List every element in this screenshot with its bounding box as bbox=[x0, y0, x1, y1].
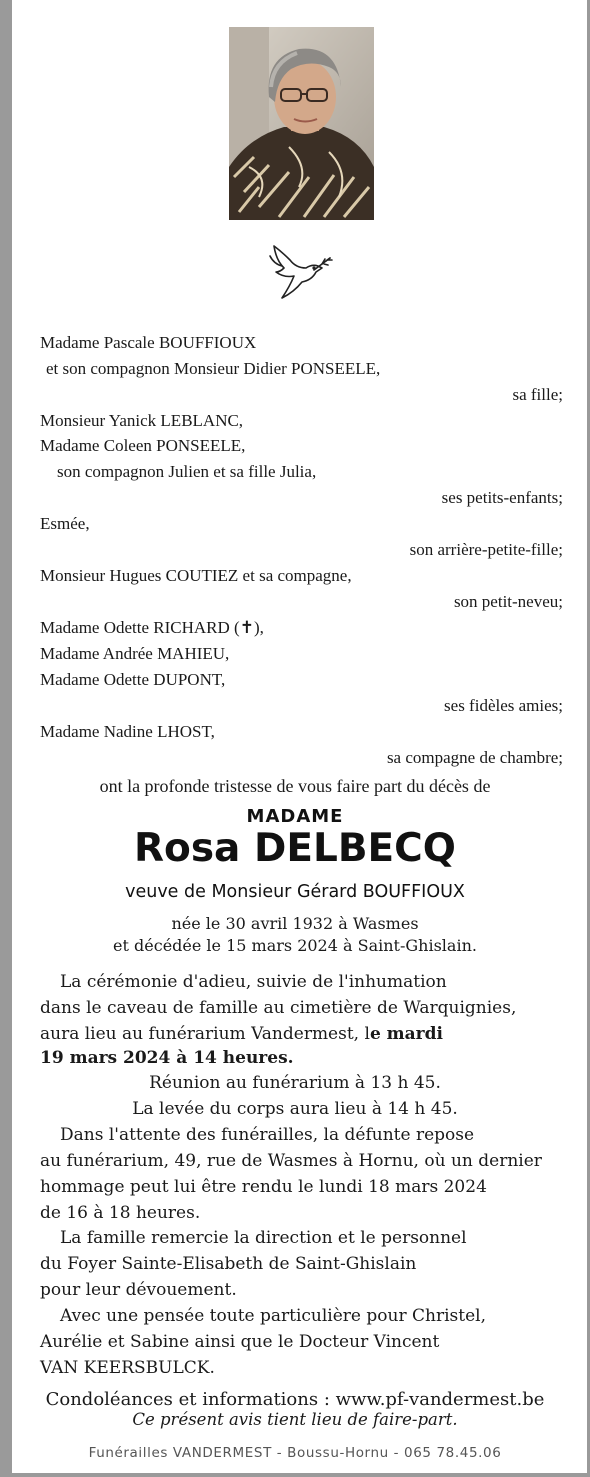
thought-line: Aurélie et Sabine ainsi que le Docteur Vincent bbox=[40, 1332, 440, 1352]
intro-text: ont la profonde tristesse de vous faire part du décès de bbox=[99, 776, 491, 796]
thanks-line: pour leur dévouement. bbox=[40, 1280, 237, 1300]
ceremony-line bbox=[40, 1024, 443, 1044]
dove-icon bbox=[266, 242, 336, 304]
rest-line: de 16 à 18 heures. bbox=[40, 1203, 201, 1223]
levee-line: La levée du corps aura lieu à 14 h 45. bbox=[132, 1099, 458, 1119]
deceased-name: Rosa DELBECQ bbox=[134, 826, 456, 871]
relation-label: sa compagne de chambre; bbox=[386, 748, 563, 767]
rest-line: au funérarium, 49, rue de Wasmes à Hornu, où un dernier bbox=[40, 1151, 542, 1171]
family-line: son compagnon Julien et sa fille Julia, bbox=[57, 462, 317, 481]
family-line: Monsieur Hugues COUTIEZ et sa compagne, bbox=[40, 566, 352, 585]
rest-line: Dans l'attente des funérailles, la défunte repose bbox=[60, 1125, 475, 1145]
relation-label: son petit-neveu; bbox=[453, 592, 563, 611]
family-line: Madame Coleen PONSEELE, bbox=[40, 436, 246, 455]
relation-label: ses petits-enfants; bbox=[441, 488, 563, 507]
family-line: Madame Nadine LHOST, bbox=[40, 722, 215, 741]
family-line: Madame Odette RICHARD (✝), bbox=[40, 618, 264, 637]
relation-label: son arrière-petite-fille; bbox=[409, 540, 563, 559]
rest-line: hommage peut lui être rendu le lundi 18 mars 2024 bbox=[40, 1177, 487, 1197]
family-line: Madame Pascale BOUFFIOUX bbox=[40, 333, 257, 352]
ceremony-line: dans le caveau de famille au cimetière de Warquignies, bbox=[40, 998, 517, 1018]
reunion-line: Réunion au funérarium à 13 h 45. bbox=[149, 1073, 441, 1093]
birth-line: née le 30 avril 1932 à Wasmes bbox=[171, 914, 419, 933]
funeral-home-footer: Funérailles VANDERMEST - Boussu-Hornu - 065 78.45.06 bbox=[88, 1445, 502, 1461]
death-line: et décédée le 15 mars 2024 à Saint-Ghislain. bbox=[113, 936, 477, 955]
bottom-border bbox=[0, 1473, 590, 1477]
condolences-line: Condoléances et informations : www.pf-vandermest.be bbox=[45, 1389, 545, 1410]
left-border bbox=[0, 0, 12, 1477]
widow-line: veuve de Monsieur Gérard BOUFFIOUX bbox=[125, 882, 465, 902]
relation-label: ses fidèles amies; bbox=[444, 696, 563, 715]
portrait-photo bbox=[229, 27, 374, 220]
family-line: Monsieur Yanick LEBLANC, bbox=[40, 411, 244, 430]
family-line: et son compagnon Monsieur Didier PONSEELE, bbox=[46, 359, 381, 378]
thought-line: Avec une pensée toute particulière pour Christel, bbox=[60, 1306, 486, 1326]
family-line: Madame Andrée MAHIEU, bbox=[40, 644, 230, 663]
ceremony-text: aura lieu au funérarium Vandermest, l bbox=[40, 1024, 370, 1044]
family-line: Madame Odette DUPONT, bbox=[40, 670, 226, 689]
thought-line: VAN KEERSBULCK. bbox=[40, 1358, 215, 1378]
family-line: Esmée, bbox=[40, 514, 90, 533]
deceased-title: MADAME bbox=[246, 806, 344, 827]
ceremony-date: 19 mars 2024 à 14 heures. bbox=[40, 1048, 294, 1068]
faire-part-note: Ce présent avis tient lieu de faire-part. bbox=[132, 1410, 458, 1429]
relation-label: sa fille; bbox=[512, 385, 563, 404]
ceremony-line: La cérémonie d'adieu, suivie de l'inhumation bbox=[60, 972, 447, 992]
thanks-line: du Foyer Sainte-Elisabeth de Saint-Ghislain bbox=[40, 1254, 417, 1274]
ceremony-day: e mardi bbox=[369, 1024, 443, 1044]
thanks-line: La famille remercie la direction et le personnel bbox=[60, 1228, 467, 1248]
